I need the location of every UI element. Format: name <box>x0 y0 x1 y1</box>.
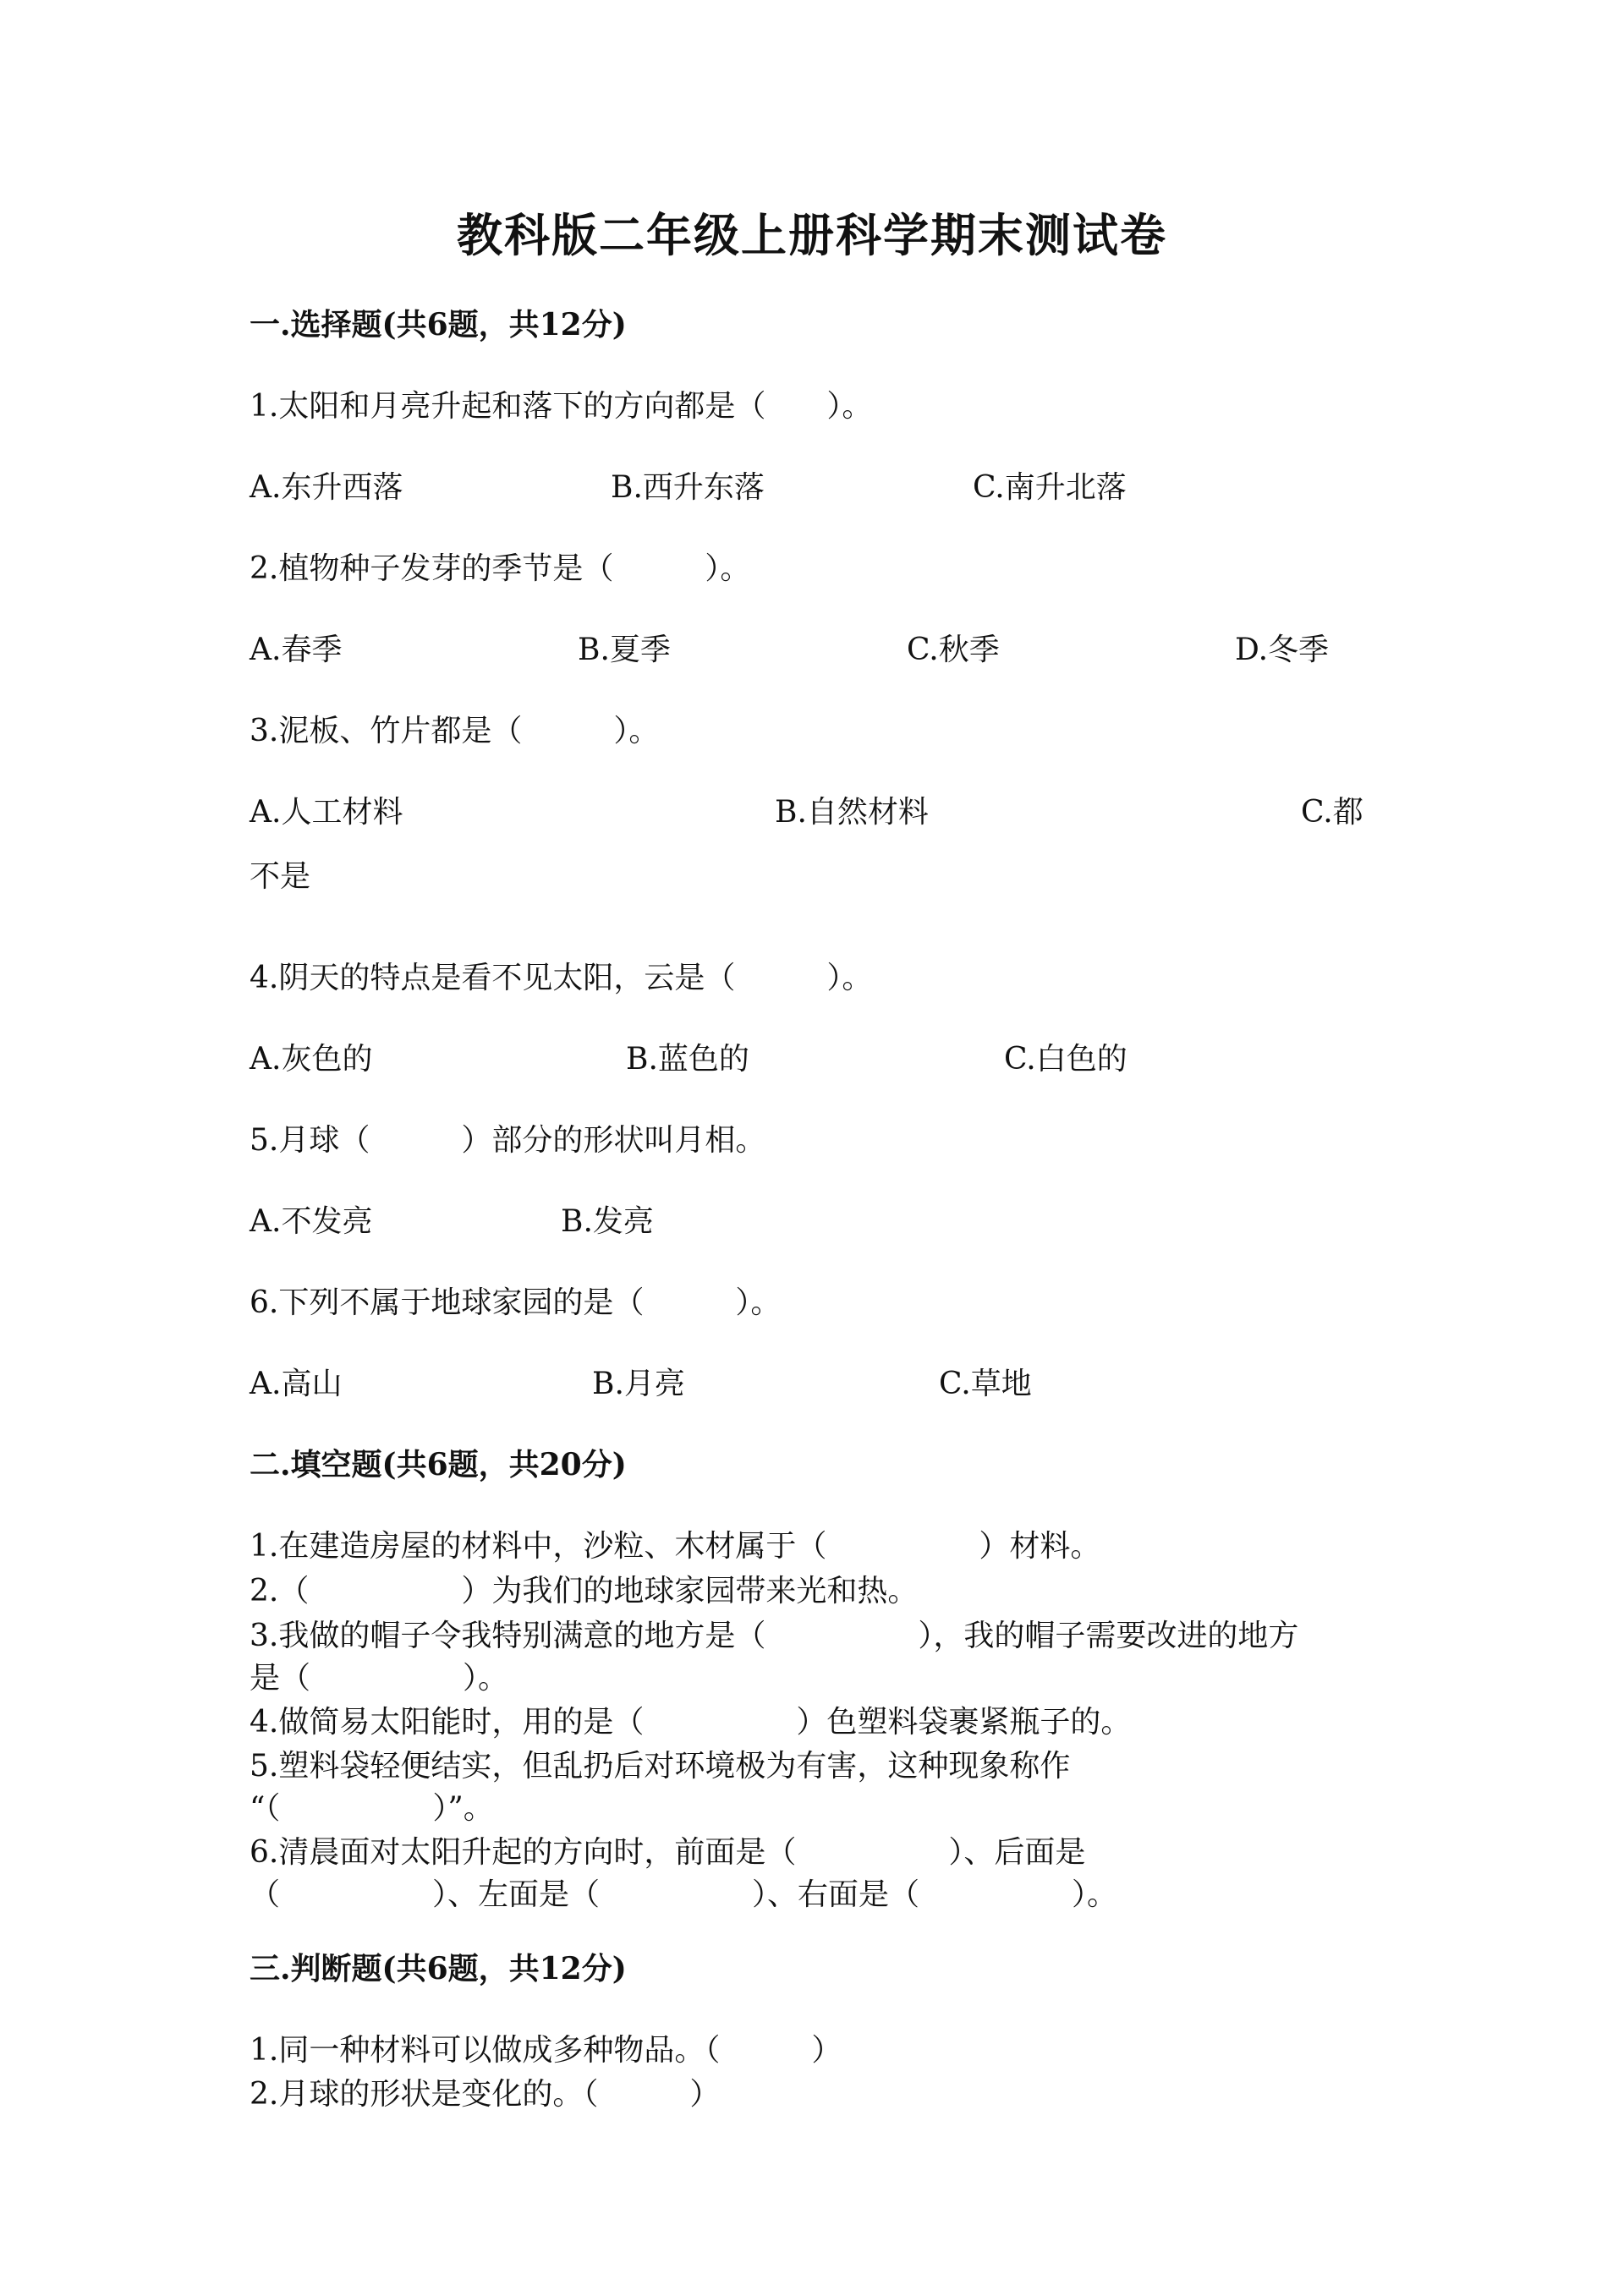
question-4-stem: 4.阴天的特点是看不见太阳，云是（ ）。 <box>250 961 873 995</box>
question-5-option-b: B.发亮 <box>561 1204 654 1239</box>
question-4-option-b: B.蓝色的 <box>626 1042 749 1077</box>
true-false-line-2: 2.月球的形状是变化的。（ ） <box>250 2077 721 2112</box>
question-6-option-b: B.月亮 <box>592 1367 685 1401</box>
section-heading-choice: 一.选择题(共6题，共12分) <box>250 307 627 342</box>
fill-in-line-2: 2.（ ）为我们的地球家园带来光和热。 <box>250 1574 919 1608</box>
question-1-option-c: C.南升北落 <box>973 470 1127 505</box>
question-5-option-a: A.不发亮 <box>250 1204 373 1239</box>
question-2-option-b: B.夏季 <box>578 633 671 667</box>
question-2-option-d: D.冬季 <box>1235 633 1330 667</box>
fill-in-line-1: 1.在建造房屋的材料中，沙粒、木材属于（ ）材料。 <box>250 1529 1101 1564</box>
true-false-line-1: 1.同一种材料可以做成多种物品。（ ） <box>250 2033 842 2068</box>
question-6-stem: 6.下列不属于地球家园的是（ ）。 <box>250 1285 782 1320</box>
section-heading-true-false: 三.判断题(共6题，共12分) <box>250 1951 627 1986</box>
question-2-option-c: C.秋季 <box>907 633 1000 667</box>
question-5-stem: 5.月球（ ）部分的形状叫月相。 <box>250 1123 766 1158</box>
fill-in-line-4: 4.做简易太阳能时，用的是（ ）色塑料袋裹紧瓶子的。 <box>250 1705 1132 1740</box>
question-1-option-b: B.西升东落 <box>611 470 765 505</box>
fill-in-line-5: 5.塑料袋轻便结实，但乱扔后对环境极为有害，这种现象称作 <box>250 1749 1071 1784</box>
fill-in-line-5-continued: “（ ）”。 <box>250 1791 494 1826</box>
question-3-stem: 3.泥板、竹片都是（ ）。 <box>250 714 660 748</box>
fill-in-line-6-continued: （ ）、左面是（ ）、右面是（ ）。 <box>250 1877 1118 1912</box>
question-4-option-c: C.白色的 <box>1004 1042 1127 1077</box>
question-4-option-a: A.灰色的 <box>250 1042 373 1077</box>
question-1-option-a: A.东升西落 <box>250 470 403 505</box>
page-title: 教科版二年级上册科学期末测试卷 <box>457 208 1167 262</box>
fill-in-line-3-continued: 是（ ）。 <box>250 1661 509 1696</box>
section-heading-fill-in: 二.填空题(共6题，共20分) <box>250 1447 627 1482</box>
question-3-option-c: C.都 <box>1301 795 1363 830</box>
question-3-option-a: A.人工材料 <box>250 795 403 830</box>
fill-in-line-3: 3.我做的帽子令我特别满意的地方是（ ），我的帽子需要改进的地方 <box>250 1619 1299 1653</box>
question-3-option-c-continued: 不是 <box>250 859 311 894</box>
question-1-stem: 1.太阳和月亮升起和落下的方向都是（ ）。 <box>250 389 873 424</box>
fill-in-line-6: 6.清晨面对太阳升起的方向时，前面是（ ）、后面是 <box>250 1835 1086 1870</box>
question-6-option-c: C.草地 <box>939 1367 1032 1401</box>
question-2-stem: 2.植物种子发芽的季节是（ ）。 <box>250 551 751 586</box>
question-3-option-b: B.自然材料 <box>775 795 929 830</box>
question-6-option-a: A.高山 <box>250 1367 343 1401</box>
question-2-option-a: A.春季 <box>250 633 343 667</box>
